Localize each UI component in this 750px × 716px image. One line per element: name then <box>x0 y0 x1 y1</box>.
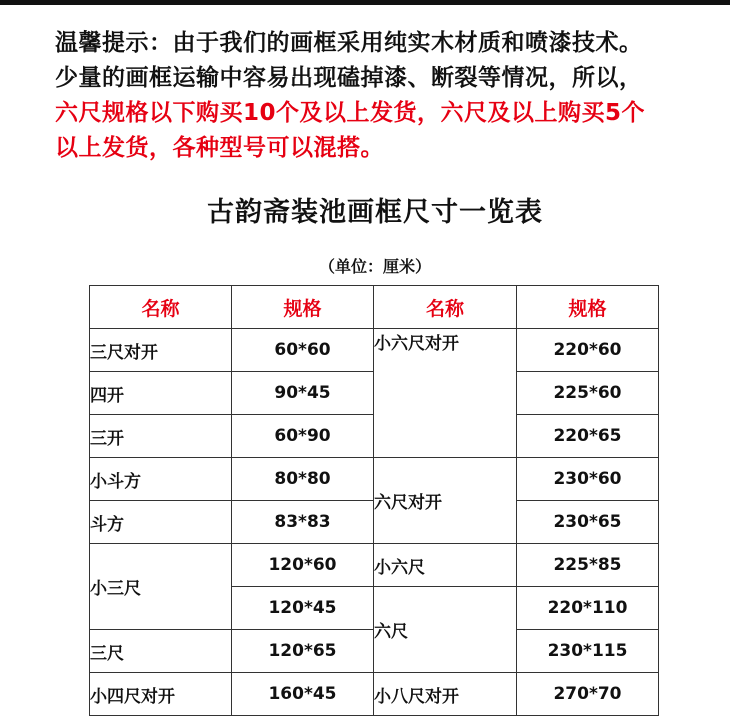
spec-cell: 270*70 <box>517 673 659 716</box>
top-rule <box>0 0 730 5</box>
name-cell: 小三尺 <box>90 544 232 630</box>
spec-cell: 230*65 <box>517 501 659 544</box>
spec-cell: 160*45 <box>232 673 374 716</box>
spec-cell: 220*65 <box>517 415 659 458</box>
name-cell: 三开 <box>90 415 232 458</box>
spec-cell: 80*80 <box>232 458 374 501</box>
notice-line-3: 六尺规格以下购买10个及以上发货，六尺及以上购买5个 <box>55 100 646 126</box>
name-cell: 三尺 <box>90 630 232 673</box>
name-cell: 斗方 <box>90 501 232 544</box>
name-cell: 小八尺对开 <box>374 673 517 716</box>
table-row <box>90 673 659 716</box>
name-cell: 六尺对开 <box>374 458 517 544</box>
spec-cell: 225*85 <box>517 544 659 587</box>
table-row <box>90 544 659 587</box>
notice-line-4: 以上发货，各种型号可以混搭。 <box>55 135 384 161</box>
spec-cell: 220*110 <box>517 587 659 630</box>
header-name-right: 名称 <box>374 286 517 329</box>
spec-cell: 120*60 <box>232 544 374 587</box>
notice-block <box>55 26 735 166</box>
spec-cell: 60*60 <box>232 329 374 372</box>
name-cell: 小四尺对开 <box>90 673 232 716</box>
table-title: 古韵斋装池画框尺寸一览表 <box>207 197 543 228</box>
header-name-left: 名称 <box>90 286 232 329</box>
spec-cell: 230*60 <box>517 458 659 501</box>
table-row <box>90 458 659 501</box>
header-spec-left: 规格 <box>232 286 374 329</box>
table-row <box>90 329 659 372</box>
spec-cell: 83*83 <box>232 501 374 544</box>
name-cell: 四开 <box>90 372 232 415</box>
spec-cell: 120*45 <box>232 587 374 630</box>
spec-cell: 225*60 <box>517 372 659 415</box>
spec-cell: 90*45 <box>232 372 374 415</box>
spec-cell: 60*90 <box>232 415 374 458</box>
name-cell: 小六尺对开 <box>374 329 517 458</box>
name-cell: 三尺对开 <box>90 329 232 372</box>
name-cell: 小六尺 <box>374 544 517 587</box>
notice-line-2: 少量的画框运输中容易出现磕掉漆、断裂等情况，所以， <box>55 65 643 91</box>
unit-label: （单位：厘米） <box>318 257 431 276</box>
header-spec-right: 规格 <box>517 286 659 329</box>
spec-cell: 220*60 <box>517 329 659 372</box>
spec-cell: 120*65 <box>232 630 374 673</box>
size-table <box>89 285 659 716</box>
notice-line-1: 温馨提示：由于我们的画框采用纯实木材质和喷漆技术。 <box>55 30 643 56</box>
name-cell: 小斗方 <box>90 458 232 501</box>
table-header-row <box>90 286 659 329</box>
name-cell: 六尺 <box>374 587 517 673</box>
spec-cell: 230*115 <box>517 630 659 673</box>
